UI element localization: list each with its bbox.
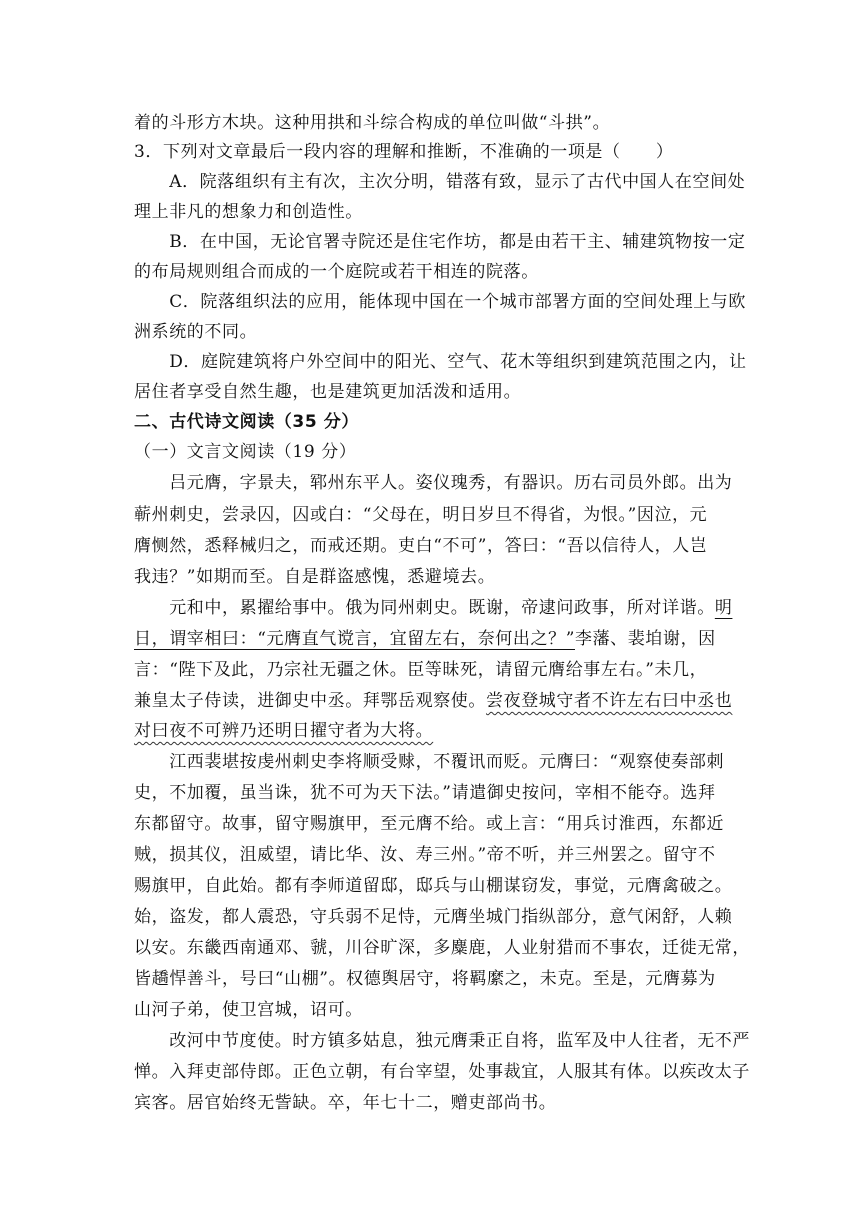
wavy-underlined-sentence: 对曰夜不可辨乃还明日擢守者为大将。 [134,721,434,741]
underlined-sentence: 明 [714,598,733,618]
passage-p3-line-3: 东都留守。故事，留守赐旗甲，至元膺不给。或上言：“用兵讨淮西，东都近 [134,814,725,834]
passage-p1-line-3: 膺恻然，悉释械归之，而戒还期。吏白“不可”，答曰：“吾以信待人，人岂 [134,536,708,556]
option-a-line-1: A．院落组织有主有次，主次分明，错落有致，显示了古代中国人在空间处 [134,172,746,192]
subsection-heading: （一）文言文阅读（19 分） [134,442,357,462]
passage-text: 李藩、裴垍谢，因 [574,629,716,649]
passage-p2-line-2 [134,624,860,654]
passage-text: 兼皇太子侍读，进御史中丞。拜鄂岳观察使。 [134,691,486,711]
option-b-line-2: 的布局规则组合而成的一个庭院或若干相连的院落。 [134,262,539,282]
passage-p1-line-2: 蕲州刺史，尝录囚，囚或白：“父母在，明日岁旦不得省，为恨。”因泣，元 [134,505,708,525]
passage-p1-line-4: 我违？”如期而至。自是群盗感愧，悉避境去。 [134,567,496,587]
passage-p3-line-7: 以安。东畿西南通邓、虢，川谷旷深，多麋鹿，人业射猎而不事农，迁徙无常， [134,938,750,958]
passage-p1-line-1: 吕元膺，字景夫，郓州东平人。姿仪瑰秀，有器识。历右司员外郎。出为 [134,473,733,493]
passage-p3-line-1: 江西裴堪按虔州刺史李将顺受赇，不覆讯而贬。元膺曰：“观察使奏部刺 [134,752,725,772]
passage-p3-line-8: 皆趫悍善斗，号曰“山棚”。权德舆居守，将羁縻之，未克。至是，元膺募为 [134,969,716,989]
passage-text: 元和中，累擢给事中。俄为同州刺史。既谢，帝逮问政事，所对详谐。 [134,598,715,618]
passage-p4-line-2: 惮。入拜吏部侍郎。正色立朝，有台宰望，处事裁宜，人服其有体。以疾改太子 [134,1062,750,1082]
passage-p4-line-1: 改河中节度使。时方镇多姑息，独元膺秉正自将，监军及中人往者，无不严 [134,1031,750,1051]
passage-p2-line-1 [134,593,860,623]
underlined-sentence: 日，谓宰相曰：“元膺直气谠言，宜留左右，奈何出之？” [134,629,575,649]
question-3-stem: 3．下列对文章最后一段内容的理解和推断，不准确的一项是（ ） [134,142,674,162]
passage-p3-line-2: 史，不加覆，虽当诛，犹不可为天下法。”请遣御史按问，宰相不能夺。选拜 [134,783,716,803]
option-d-line-2: 居住者享受自然生趣，也是建筑更加活泼和适用。 [134,382,522,402]
option-a-line-2: 理上非凡的想象力和创造性。 [134,202,363,222]
passage-p3-line-9: 山河子弟，使卫宫城，诏可。 [134,1000,363,1020]
passage-p2-line-5 [134,716,860,746]
passage-p3-line-6: 始，盗发，都人震恐，守兵弱不足恃，元膺坐城门指纵部分，意气闲舒，人赖 [134,907,733,927]
passage-p2-line-4 [134,686,860,716]
passage-line: 着的斗形方木块。这种用拱和斗综合构成的单位叫做“斗拱”。 [134,113,611,133]
passage-p2-line-3: 言：“陛下及此，乃宗社无疆之休。臣等昧死，请留元膺给事左右。”未几， [134,660,708,680]
section-heading: 二、古代诗文阅读（35 分） [134,412,359,432]
passage-p3-line-4: 贼，损其仪，沮威望，请比华、汝、寿三州。”帝不听，并三州罢之。留守不 [134,845,716,865]
wavy-underlined-sentence: 尝夜登城守者不许左右曰中丞也 [486,691,733,711]
option-c-line-2: 洲系统的不同。 [134,322,258,342]
passage-p4-line-3: 宾客。居官始终无訾缺。卒，年七十二，赠吏部尚书。 [134,1093,557,1113]
option-b-line-1: B．在中国，无论官署寺院还是住宅作坊，都是由若干主、辅建筑物按一定 [134,232,746,252]
option-c-line-1: C．院落组织法的应用，能体现中国在一个城市部署方面的空间处理上与欧 [134,292,747,312]
passage-p3-line-5: 赐旗甲，自此始。都有李师道留邸，邸兵与山棚谋窃发，事觉，元膺禽破之。 [134,876,733,896]
option-d-line-1: D．庭院建筑将户外空间中的阳光、空气、花木等组织到建筑范围之内，让 [134,352,747,372]
